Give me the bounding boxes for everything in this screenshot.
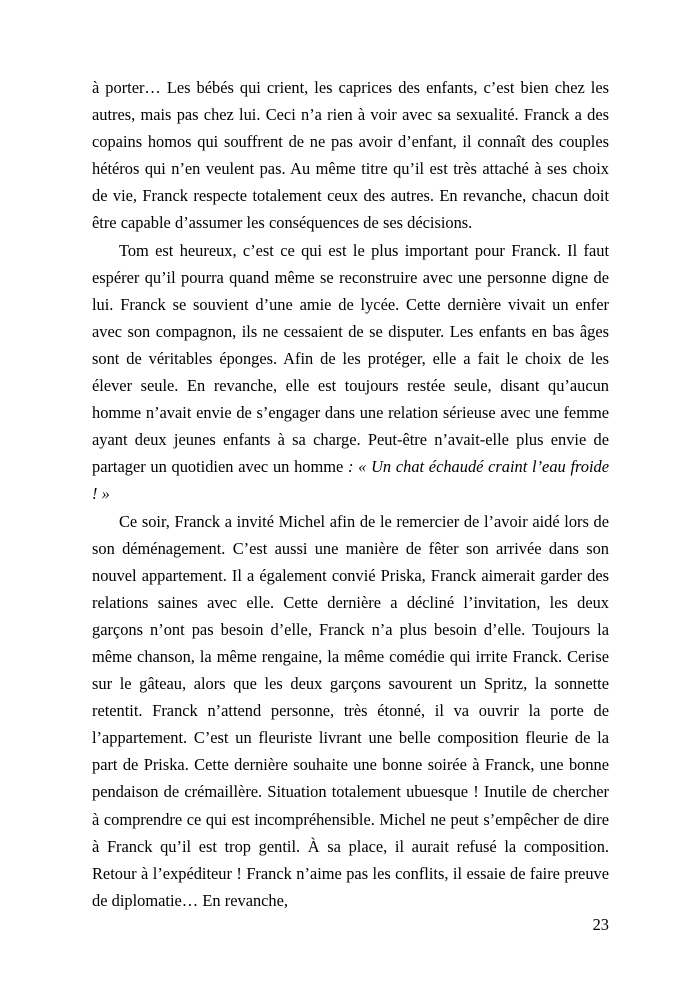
proverb-quote-italic: : « Un chat échaudé craint l’eau froide ! » — [92, 457, 609, 504]
paragraph-2 — [92, 237, 609, 508]
paragraph-1: à porter… Les bébés qui crient, les caprices des enfants, c’est bien chez les autres, mais pas chez lui. Ceci n’a rien à voir avec sa sexualité. Franck a des copains homos qui souffrent de ne pas avoir d’enfant, il connaît des couples hétéros qui n’en veulent pas. Au même titre qu’il est très attaché à ses choix de vie, Franck respecte totalement ceux des autres. En revanche, chacun doit être capable d’assumer les conséquences de ses décisions. — [92, 78, 609, 233]
page-body-text — [92, 74, 609, 914]
page-number: 23 — [592, 915, 609, 934]
paragraph-2-text: Tom est heureux, c’est ce qui est le plus important pour Franck. Il faut espérer qu’il pourra quand même se reconstruire avec une personne digne de lui. Franck se souvient d’une amie de lycée. Cette dernière vivait un enfer avec son compagnon, ils ne cessaient de se disputer. Les enfants en bas âges sont de véritables éponges. Afin de les protéger, elle a fait le choix de les élever seule. En revanche, elle est toujours restée seule, disant qu’aucun homme n’avait envie de s’engager dans une relation sérieuse avec une femme ayant deux jeunes enfants à sa charge. Peut-être n’avait-elle plus envie de partager un quotidien avec un homme — [92, 240, 609, 477]
paragraph-3: Ce soir, Franck a invité Michel afin de le remercier de l’avoir aidé lors de son déménagement. C’est aussi une manière de fêter son arrivée dans son nouvel appartement. Il a également convié Priska, Franck aimerait garder des relations saines avec elle. Cette dernière a décliné l’invitation, les deux garçons n’ont pas besoin d’elle, Franck n’a plus besoin d’elle. Toujours la même chanson, la même rengaine, la même comédie qui irrite Franck. Cerise sur le gâteau, alors que les deux garçons savourent un Spritz, la sonnette retentit. Franck n’attend personne, très étonné, il va ouvrir la porte de l’appartement. C’est un fleuriste livrant une belle composition fleurie de la part de Priska. Cette dernière souhaite une bonne soirée à Franck, une bonne pendaison de crémaillère. Situation totalement ubuesque ! Inutile de chercher à comprendre ce qui est incompréhensible. Michel ne peut s’empêcher de dire à Franck qu’il est trop gentil. À sa place, il aurait refusé la composition. Retour à l’expéditeur ! Franck n’aime pas les conflits, il essaie de faire preuve de diplomatie… En revanche, — [92, 511, 609, 910]
